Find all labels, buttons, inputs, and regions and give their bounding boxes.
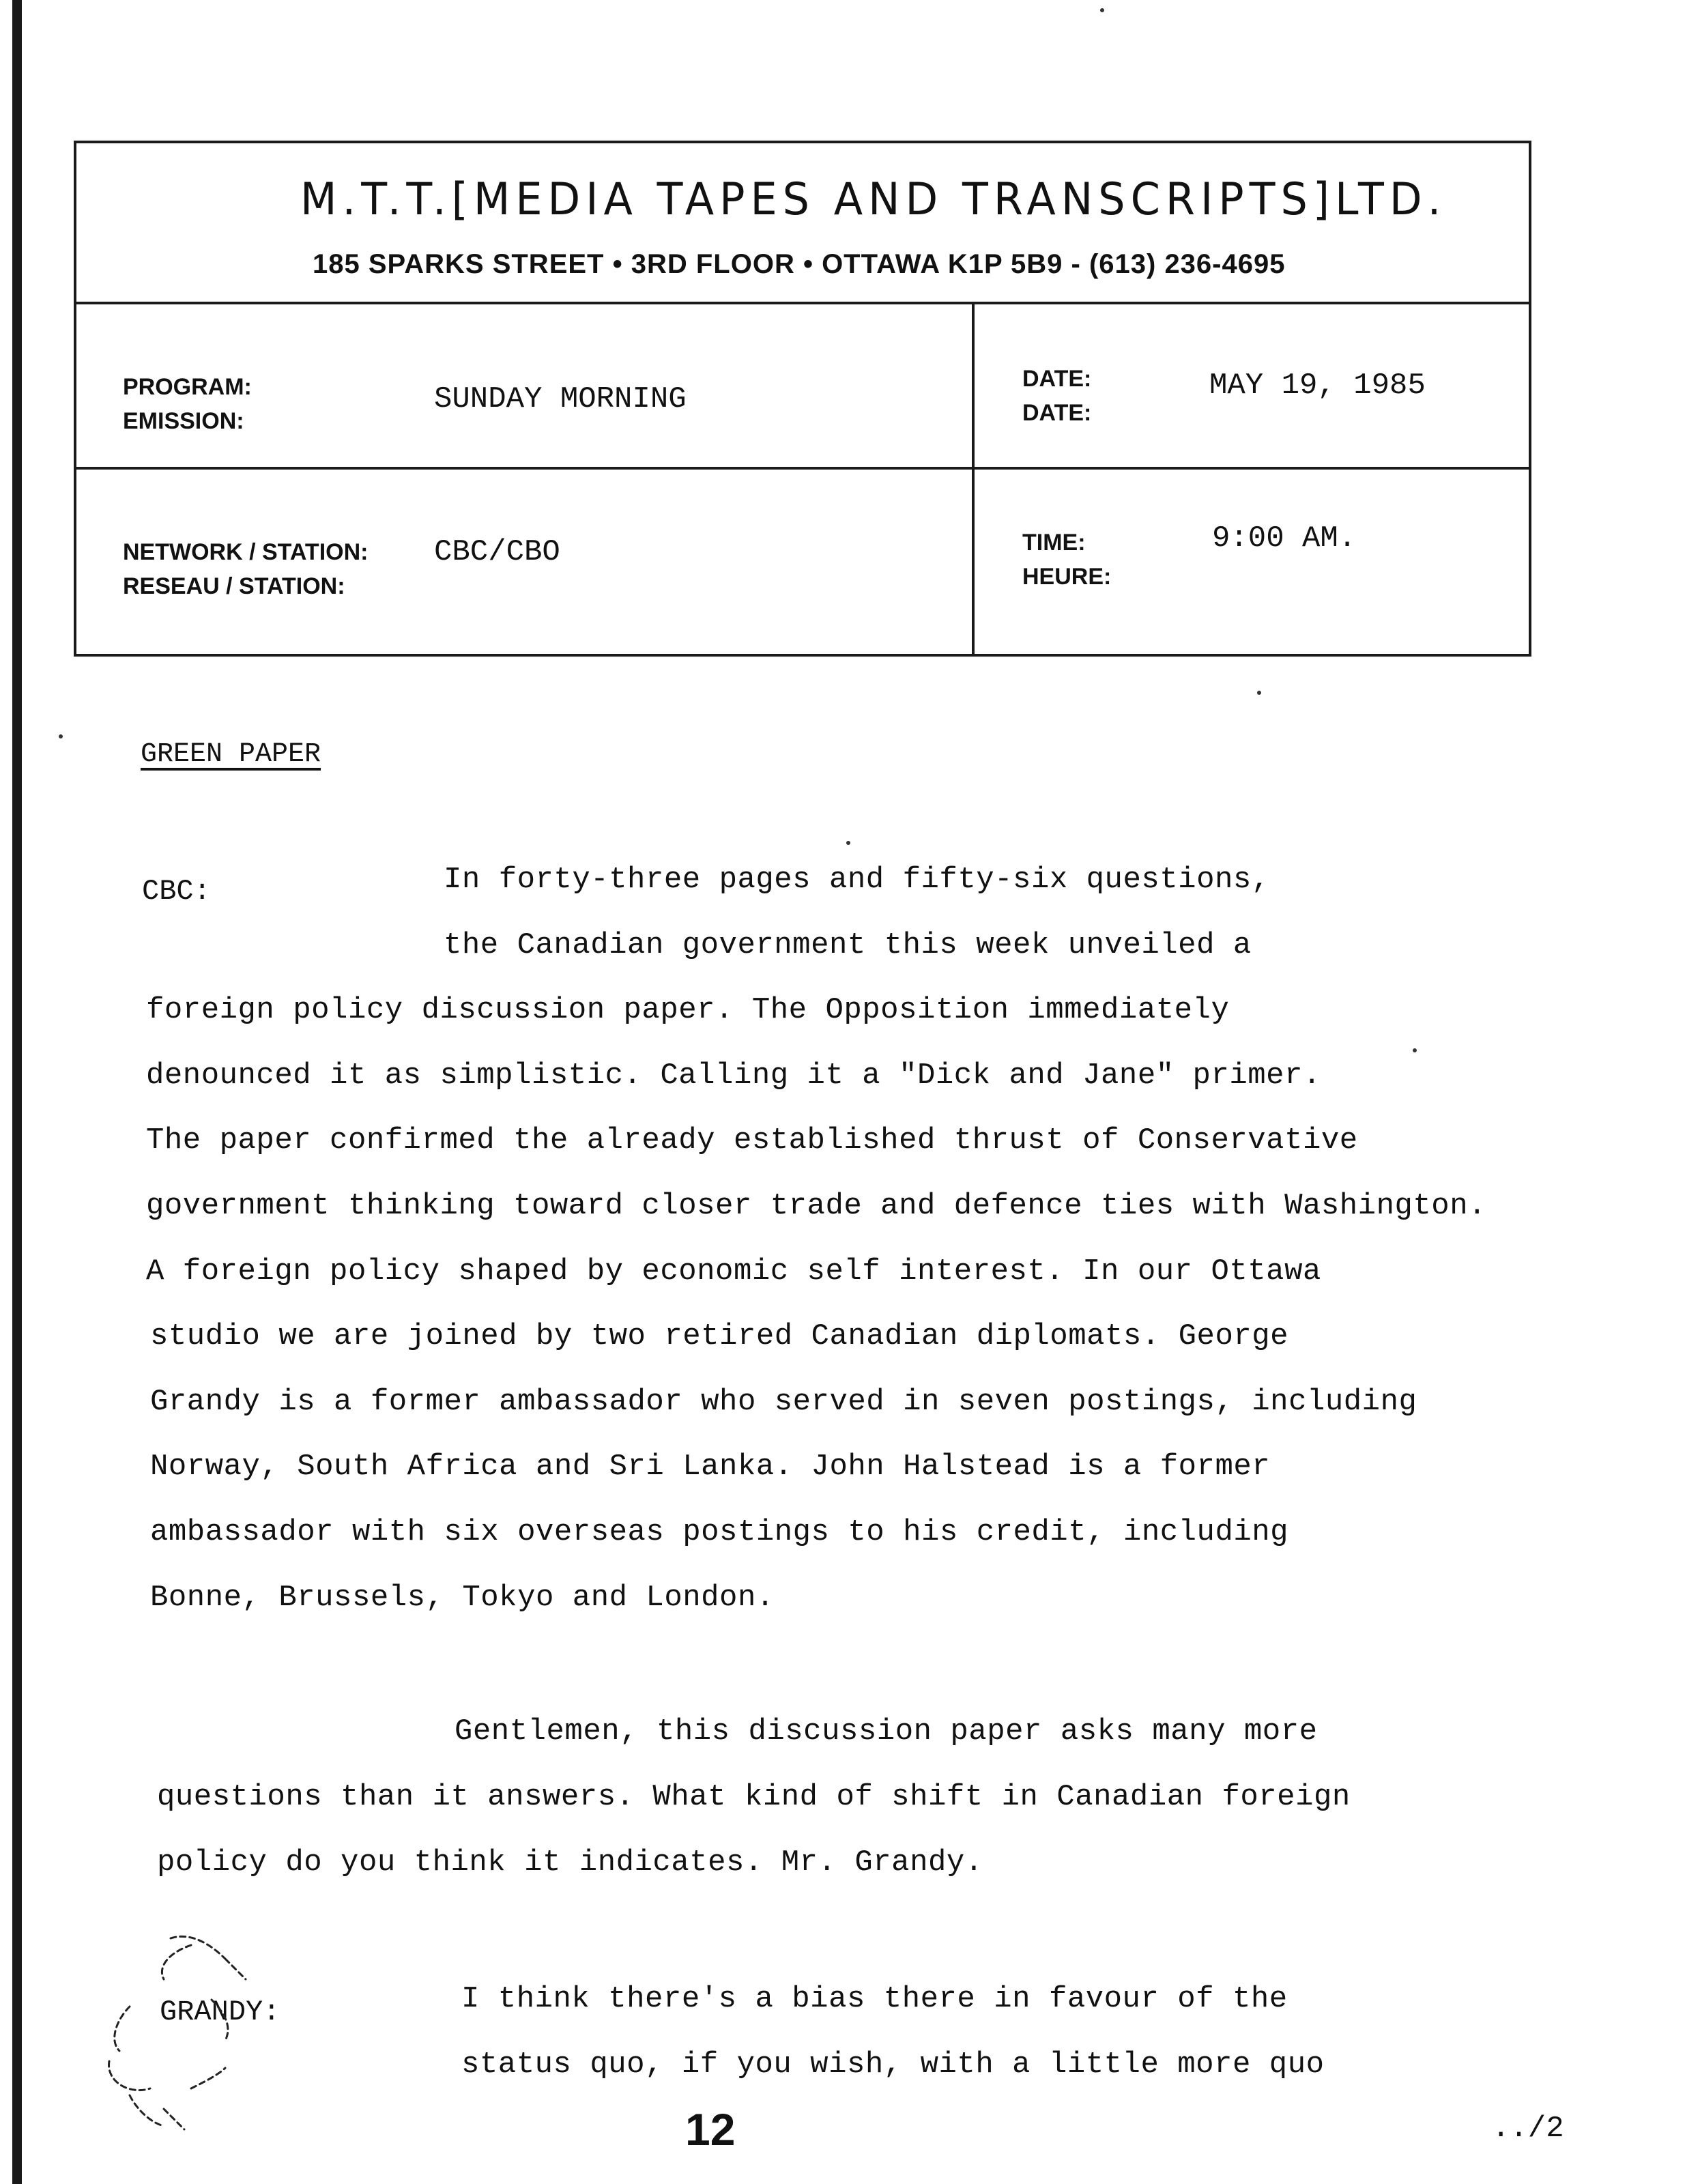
scan-speck — [846, 841, 850, 845]
transcript-line: The paper confirmed the already established thrust of Conservative — [146, 1123, 1358, 1158]
speaker-cbc: CBC: — [142, 875, 211, 908]
date-label-fr: DATE: — [1022, 400, 1092, 426]
continued-marker: ../2 — [1492, 2112, 1564, 2146]
date-labels — [1022, 362, 1091, 430]
transcript-line: In forty-three pages and fifty-six questions, — [444, 863, 1270, 897]
program-label: PROGRAM: — [123, 374, 252, 400]
transcript-line: I think there's a bias there in favour of the — [461, 1982, 1288, 2016]
program-value: SUNDAY MORNING — [434, 382, 687, 416]
reseau-label: RESEAU / STATION: — [123, 573, 345, 599]
network-value: CBC/CBO — [434, 535, 560, 569]
transcript-line: questions than it answers. What kind of shift in Canadian foreign — [157, 1780, 1351, 1814]
time-label: TIME: — [1022, 530, 1086, 556]
transcript-line: the Canadian government this week unveiled a — [444, 928, 1252, 962]
scan-speck — [1413, 1048, 1417, 1052]
transcript-line: ambassador with six overseas postings to his credit, including — [150, 1515, 1289, 1549]
transcript-line: status quo, if you wish, with a little more quo — [461, 2048, 1325, 2082]
network-labels — [123, 535, 368, 603]
scan-speck — [1100, 8, 1104, 12]
company-name: M.T.T.[MEDIA TAPES AND TRANSCRIPTS]LTD. — [300, 173, 1447, 225]
transcript-line: studio we are joined by two retired Canadian diplomats. George — [150, 1319, 1289, 1353]
transcript-line: foreign policy discussion paper. The Opposition immediately — [146, 993, 1230, 1027]
scan-speck — [1257, 691, 1261, 695]
header-divider-middle — [74, 467, 1531, 470]
transcript-line: Gentlemen, this discussion paper asks many more — [455, 1714, 1318, 1749]
scan-edge-bar — [12, 0, 22, 2184]
company-address: 185 SPARKS STREET • 3RD FLOOR • OTTAWA K1P 5B9 - (613) 236-4695 — [313, 249, 1286, 279]
time-value: 9:00 AM. — [1212, 521, 1357, 556]
transcript-line: Bonne, Brussels, Tokyo and London. — [150, 1581, 775, 1615]
date-value: MAY 19, 1985 — [1209, 369, 1426, 403]
transcript-line: denounced it as simplistic. Calling it a "Dick and Jane" primer. — [146, 1059, 1321, 1093]
transcript-line: A foreign policy shaped by economic self interest. In our Ottawa — [146, 1254, 1321, 1289]
heure-label: HEURE: — [1022, 564, 1112, 590]
handwritten-mark — [89, 1904, 348, 2136]
scan-speck — [59, 734, 63, 738]
program-labels — [123, 370, 252, 438]
emission-label: EMISSION: — [123, 408, 244, 434]
page-number: 12 — [685, 2104, 736, 2155]
speaker-grandy: GRANDY: — [160, 1996, 280, 2028]
transcript-line: policy do you think it indicates. Mr. Grandy. — [157, 1845, 983, 1880]
date-label: DATE: — [1022, 366, 1092, 392]
network-label: NETWORK / STATION: — [123, 539, 369, 565]
transcript-line: government thinking toward closer trade and defence ties with Washington. — [146, 1189, 1487, 1223]
transcript-line: Grandy is a former ambassador who served in seven postings, including — [150, 1385, 1417, 1419]
time-labels — [1022, 526, 1111, 594]
section-heading: GREEN PAPER — [141, 739, 321, 770]
header-divider-top — [74, 302, 1531, 304]
transcript-line: Norway, South Africa and Sri Lanka. John Halstead is a former — [150, 1450, 1271, 1484]
header-divider-vertical — [972, 302, 975, 657]
